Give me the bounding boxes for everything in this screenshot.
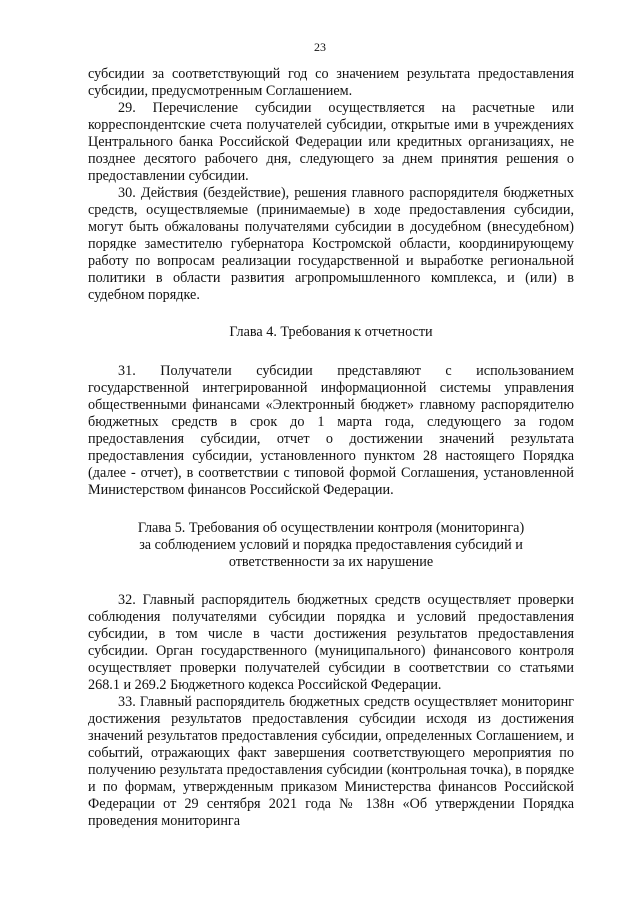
paragraph-30: 30. Действия (бездействие), решения главного распорядителя бюджетных средств, осуществляемые (принимаемые) в ходе предоставления субсидии, могут быть обжалованы получателями субсидии в досудебном (внесудебном) порядке заместителю губернатора Костромской области, координирующему работу по вопросам реализации государственной и выработке региональной политики в области развития агропромышленного комплекса, и (или) в судебном порядке. xyxy=(88,185,574,303)
chapter-5-heading-line-1: Глава 5. Требования об осуществлении контроля (мониторинга) xyxy=(137,520,525,536)
paragraph-32: 32. Главный распорядитель бюджетных средств осуществляет проверки соблюдения получателями субсидии порядка и условий предоставления субсидии, в том числе в части достижения результатов предоставления субсидии. Орган государственного (муниципального) финансового контроля осуществляет проверки получателей субсидии в соответствии со статьями 268.1 и 269.2 Бюджетного кодекса Российской Федерации. xyxy=(88,592,574,693)
chapter-5-heading-line-2: за соблюдением условий и порядка предоставления субсидий и xyxy=(139,537,523,553)
document-body xyxy=(88,66,574,830)
paragraph-31: 31. Получатели субсидии представляют с использованием государственной интегрированной информационной системы управления общественными финансами «Электронный бюджет» главному распорядителю бюджетных средств в срок до 1 марта года, следующего за годом предоставления субсидии, отчет о достижении значений результата предоставления субсидии, установленного пунктом 28 настоящего Порядка (далее - отчет), в соответствии с типовой формой Соглашения, установленной Министерством финансов Российской Федерации. xyxy=(88,363,574,498)
chapter-5-heading xyxy=(88,520,574,571)
chapter-4-heading: Глава 4. Требования к отчетности xyxy=(229,324,433,340)
paragraph-29: 29. Перечисление субсидии осуществляется на расчетные или корреспондентские счета получателей субсидии, открытые ими в учреждениях Центрального банка Российской Федерации или кредитных организациях, не позднее десятого рабочего дня, следующего за днем принятия решения о предоставлении субсидии. xyxy=(88,100,574,184)
paragraph-33: 33. Главный распорядитель бюджетных средств осуществляет мониторинг достижения результатов предоставления субсидии исходя из достижения значений результатов предоставления субсидии, определенных Соглашением, и событий, отражающих факт завершения соответствующего мероприятия по получению результата предоставления субсидии (контрольная точка), в порядке и по формам, утвержденным приказом Министерства финансов Российской Федерации от 29 сентября 2021 года № 138н «Об утверждении Порядка проведения мониторинга xyxy=(88,694,574,829)
page-number: 23 xyxy=(314,40,326,54)
paragraph-continuation: субсидии за соответствующий год со значением результата предоставления субсидии, предусмотренным Соглашением. xyxy=(88,66,574,99)
chapter-5-heading-line-3: ответственности за их нарушение xyxy=(228,554,434,570)
